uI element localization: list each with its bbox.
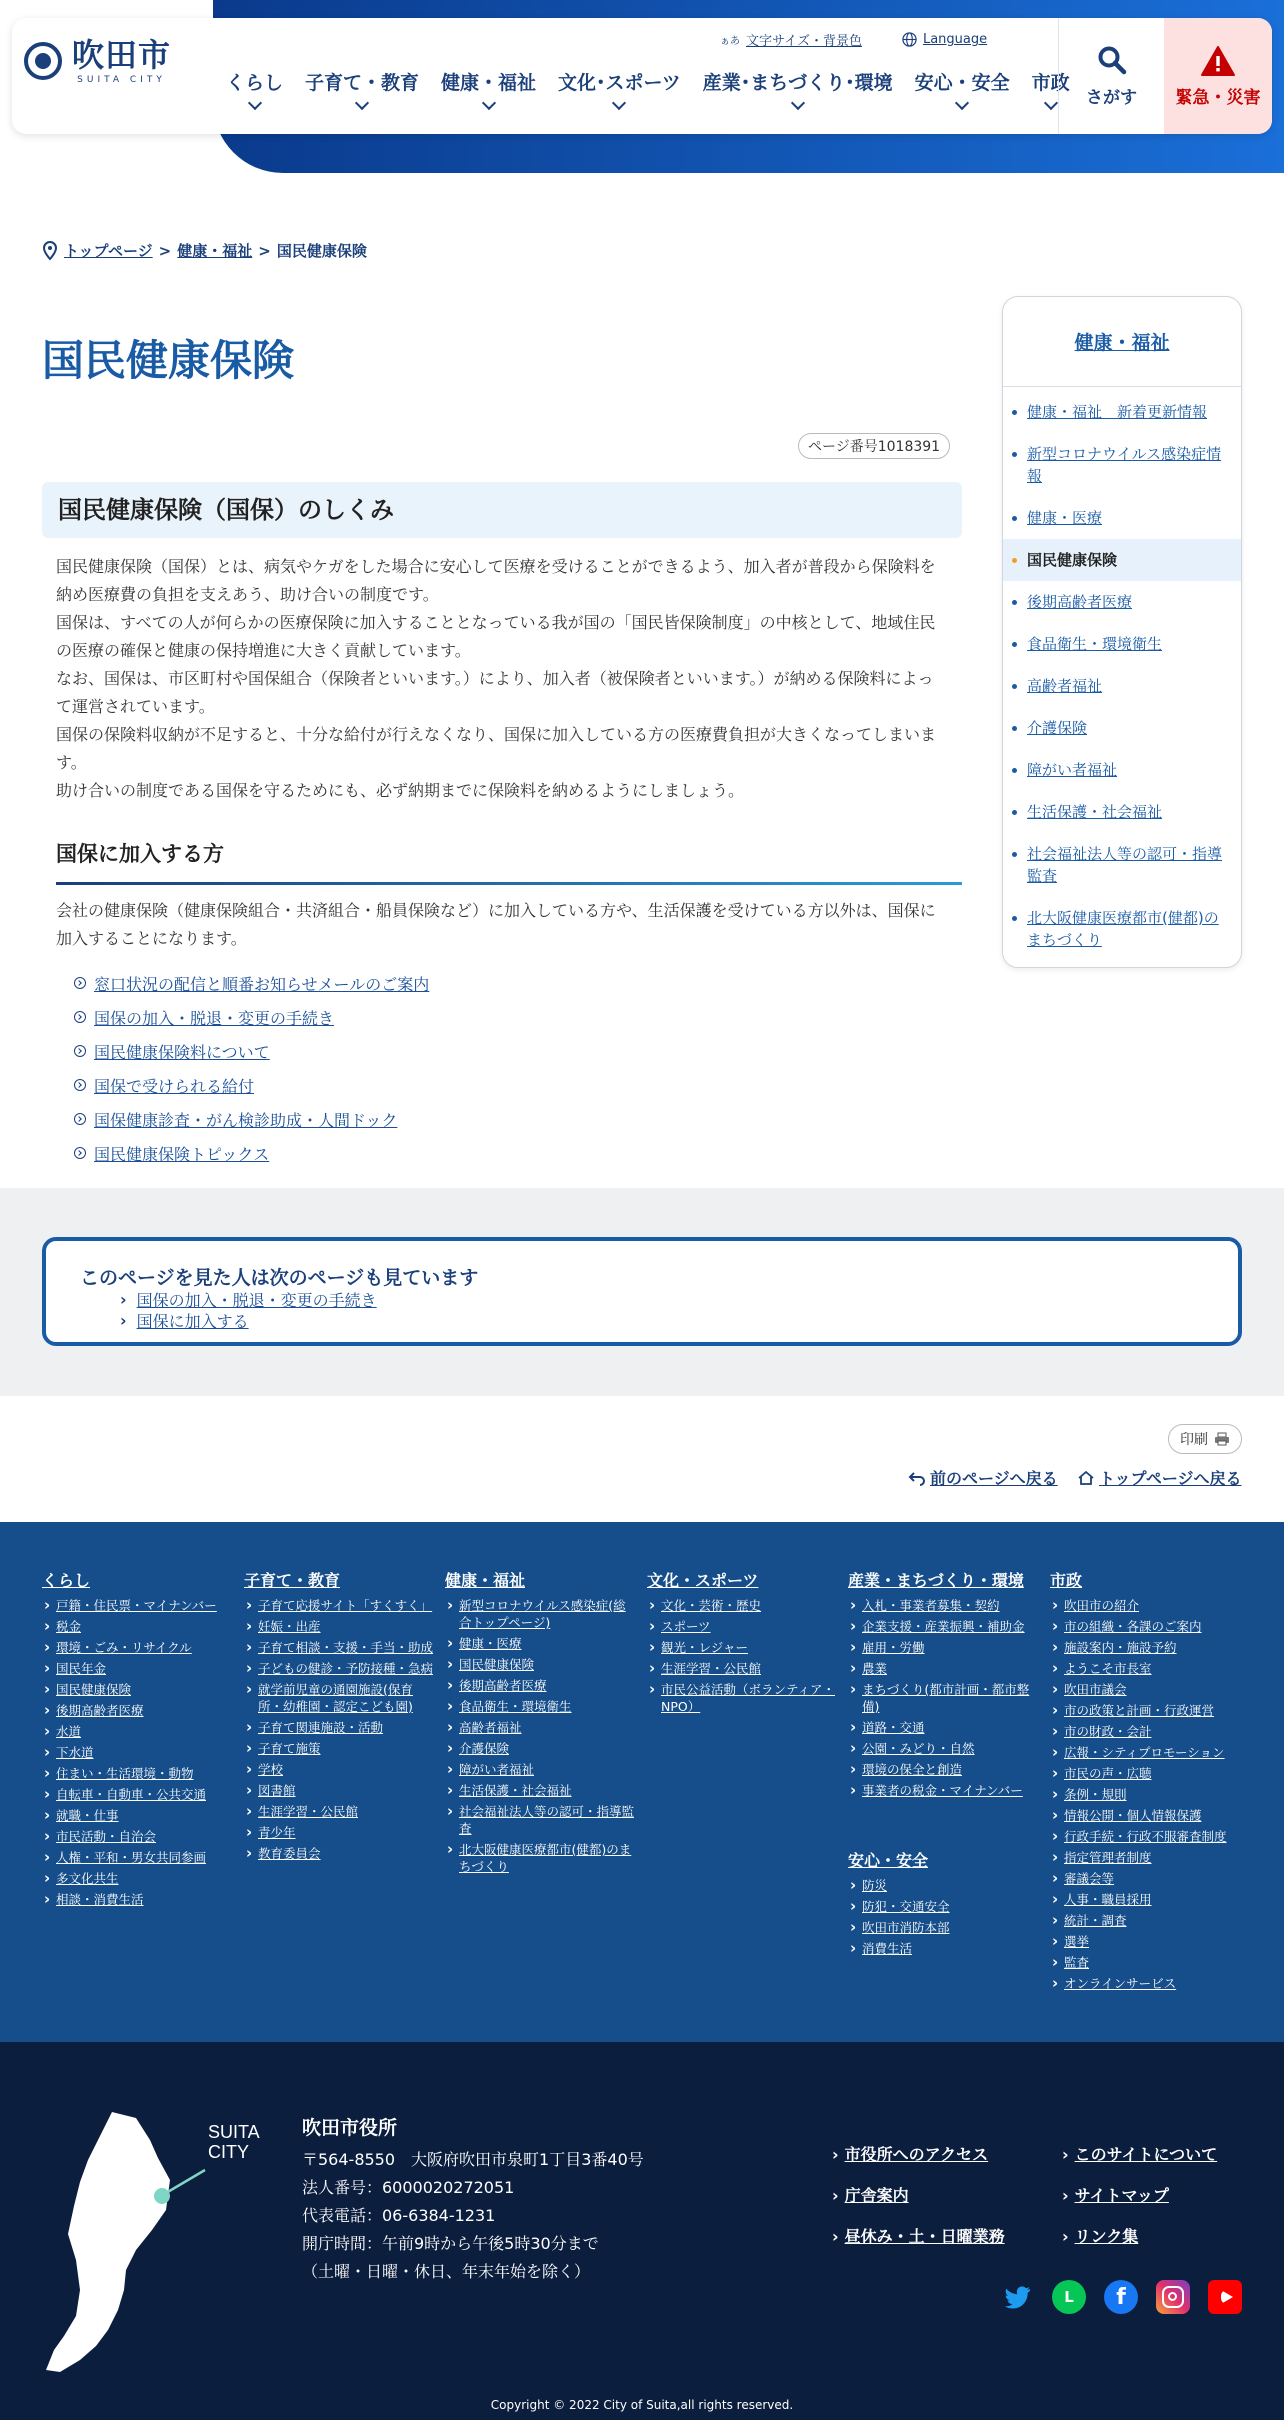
- circle-arrow-icon: [74, 1011, 86, 1023]
- link[interactable]: 国民健康保険料について: [94, 1042, 270, 1062]
- warning-icon: [1200, 45, 1236, 77]
- footer-link[interactable]: › 庁舎案内: [832, 2183, 1062, 2206]
- circle-arrow-icon: [74, 977, 86, 989]
- related-title: このページを見た人は次のページも見ています: [80, 1267, 479, 1289]
- side-nav: [1002, 296, 1242, 968]
- breadcrumb: トップページ > 健康・福祉 > 国民健康保険: [42, 240, 367, 261]
- footer-col-kurashi: くらし › 戸籍・住民票・マイナンバー › 税金 › 環境・ごみ・リサイクル › 国民年金 › 国民健康保険 › 後期高齢者医療 › 水道 › 下水道 › 住まい・生活環境・動物 › 自転車・自動車・公共交通 › 就職・仕事 › 市民活動・自治会 › 人権・平和・男女共同参画 › 多文化共生 › 相談・消費生活: [42, 1568, 232, 1912]
- link[interactable]: 窓口状況の配信と順番お知らせメールのご案内: [94, 974, 430, 994]
- side-nav-item[interactable]: 健康・医療: [1003, 497, 1241, 539]
- circle-arrow-icon: [74, 1147, 86, 1159]
- list-item: [74, 1068, 429, 1102]
- nav-kurashi[interactable]: くらし: [215, 68, 294, 116]
- language-button[interactable]: Language: [902, 32, 987, 47]
- copyright: Copyright © 2022 City of Suita,all rights reserved.: [490, 2398, 794, 2412]
- side-nav-item[interactable]: 介護保険: [1003, 707, 1241, 749]
- map-label-suita: SUITA: [208, 2122, 260, 2142]
- nav-anshin[interactable]: 安心・安全: [904, 68, 1021, 116]
- footer-link[interactable]: › このサイトについて: [1062, 2142, 1262, 2165]
- list-item: [120, 1289, 377, 1310]
- emergency-button[interactable]: 緊急・災害: [1164, 18, 1272, 134]
- chevron-down-icon: [791, 96, 805, 110]
- city-hall-info: 吹田市役所 〒564-8550 大阪府吹田市泉町1丁目3番40号 法人番号：6000020272051 代表電話：06-6384-1231 開庁時間：午前9時から午後5時30分まで （土曜・日曜・休日、年末年始を除く）: [302, 2117, 644, 2281]
- nav-kosodate[interactable]: 子育て・教育: [294, 68, 430, 116]
- link[interactable]: 国保健康診査・がん検診助成・人間ドック: [94, 1110, 398, 1130]
- twitter-icon[interactable]: [1000, 2280, 1034, 2314]
- related-links-list: [74, 966, 429, 1170]
- site-logo[interactable]: [24, 30, 204, 92]
- logo-name: 吹田市: [72, 36, 172, 74]
- side-nav-item[interactable]: 新型コロナウイルス感染症情報: [1003, 433, 1241, 497]
- footer: [0, 2042, 1284, 2420]
- page-title: 国民健康保険: [42, 336, 295, 385]
- search-icon: [1097, 45, 1127, 75]
- chevron-down-icon: [612, 96, 626, 110]
- osaka-map-icon: [40, 2110, 260, 2380]
- list-item: [120, 1310, 377, 1331]
- side-nav-item[interactable]: 食品衛生・環境衛生: [1003, 623, 1241, 665]
- logo-name-en: SUITA CITY: [77, 75, 166, 85]
- global-nav: [215, 68, 1081, 116]
- footer-links: [832, 2142, 1262, 2247]
- list-item: [74, 1000, 429, 1034]
- footer-col-shisei: 市政 › 吹田市の紹介 › 市の組織・各課のご案内 › 施設案内・施設予約 › ようこそ市長室 › 吹田市議会 › 市の政策と計画・行政運営 › 市の財政・会計 › 広報・シティプロモーション › 市民の声・広聴 › 条例・規則 › 情報公開・個人情報保護 › 行政手続・行政不服審査制度 › 指定管理者制度 › 審議会等 › 人事・職員採用 › 統計・調査 › 選挙 › 監査 › オンラインサービス: [1050, 1568, 1240, 1996]
- circle-arrow-icon: [74, 1045, 86, 1057]
- chevron-down-icon: [247, 96, 261, 110]
- list-item: [74, 1136, 429, 1170]
- social-links: [1000, 2280, 1242, 2314]
- nav-shisei[interactable]: 市政: [1021, 68, 1081, 116]
- line-icon[interactable]: L: [1052, 2280, 1086, 2314]
- intro-text: 国民健康保険（国保）とは、病気やケガをした場合に安心して医療を受けることができるよう、加入者が普段から保険料を納め医療費の負担を支えあう、助け合いの制度です。 国保は、すべての人が何らかの医療保険に加入することとなっている我が国の「国民皆保険制度」の中核として、地域住民の医療の確保と健康の保持増進に大きく貢献しています。 なお、国保は、市区町村や国保組合（保険者といいます。）により、加入者（被保険者といいます。）が納める保険料によって運営されています。 国保の保険料収納が不足すると、十分な給付が行えなくなり、国保に加入している方の医療費負担が大きくなってしまいます。 助け合いの制度である国保を守るためにも、必ず納期までに保険料を納めるようにしましょう。: [56, 557, 937, 800]
- footer-col-anshin: 安心・安全 › 防災 › 防犯・交通安全 › 吹田市消防本部 › 消費生活: [848, 1848, 1038, 1961]
- footer-link[interactable]: › 昼休み・土・日曜業務: [832, 2224, 1062, 2247]
- footer-link[interactable]: › リンク集: [1062, 2224, 1262, 2247]
- nav-kenko[interactable]: 健康・福祉: [430, 68, 547, 116]
- chevron-down-icon: [355, 96, 369, 110]
- list-item: [74, 1102, 429, 1136]
- return-arrow-icon: [908, 1471, 926, 1485]
- footer-link[interactable]: › 市役所へのアクセス: [832, 2142, 1062, 2165]
- map-label-city: CITY: [208, 2142, 250, 2162]
- side-nav-item[interactable]: 障がい者福祉: [1003, 749, 1241, 791]
- link[interactable]: 国保で受けられる給付: [94, 1076, 255, 1096]
- circle-arrow-icon: [74, 1113, 86, 1125]
- footer-col-sangyo: 産業・まちづくり・環境 › 入札・事業者募集・契約 › 企業支援・産業振興・補助金 › 雇用・労働 › 農業 › まちづくり(都市計画・都市整備) › 道路・交通 › 公園・みどり・自然 › 環境の保全と創造 › 事業者の税金・マイナンバー: [848, 1568, 1038, 1803]
- facebook-icon[interactable]: f: [1104, 2280, 1138, 2314]
- footer-col-bunka: 文化・スポーツ › 文化・芸術・歴史 › スポーツ › 観光・レジャー › 生涯学習・公民館 › 市民公益活動（ボランティア・NPO）: [647, 1568, 837, 1719]
- printer-icon: [1214, 1432, 1230, 1446]
- header-utilities: [720, 30, 987, 49]
- city-emblem-icon: [24, 42, 62, 80]
- link[interactable]: 国保の加入・脱退・変更の手続き: [94, 1008, 335, 1028]
- side-nav-item[interactable]: 後期高齢者医療: [1003, 581, 1241, 623]
- subsection-heading: 国保に加入する方: [56, 838, 962, 885]
- home-icon: [1077, 1470, 1095, 1486]
- back-top-link[interactable]: トップページへ戻る: [1077, 1466, 1242, 1489]
- footer-nav: [0, 1522, 1284, 2042]
- chevron-down-icon: [955, 96, 969, 110]
- location-pin-icon: [42, 241, 58, 261]
- print-button[interactable]: 印刷: [1168, 1424, 1242, 1454]
- footer-col-kosodate: 子育て・教育 › 子育て応援サイト「すくすく」 › 妊娠・出産 › 子育て相談・支援・手当・助成 › 子どもの健診・予防接種・急病 › 就学前児童の通園施設(保育所・幼稚園・認定こども園) › 子育て関連施設・活動 › 子育て施策 › 学校 › 図書館 › 生涯学習・公民館 › 青少年 › 教育委員会: [244, 1568, 434, 1866]
- nav-bunka[interactable]: 文化･スポーツ: [547, 68, 692, 116]
- search-button[interactable]: さがす: [1058, 18, 1164, 134]
- map-label-osaka: OSAKA: [132, 2294, 195, 2314]
- nav-sangyo[interactable]: 産業･まちづくり･環境: [692, 68, 904, 116]
- side-nav-item[interactable]: 健康・福祉 新着更新情報: [1003, 391, 1241, 433]
- footer-col-kenko: 健康・福祉 › 新型コロナウイルス感染症(総合トップページ) › 健康・医療 › 国民健康保険 › 後期高齢者医療 › 食品衛生・環境衛生 › 高齢者福祉 › 介護保険 › 障がい者福祉 › 生活保護・社会福祉 › 社会福祉法人等の認可・指導監査 › 北大阪健康医療都市(健都)のまちづくり: [445, 1568, 635, 1879]
- breadcrumb-current: 国民健康保険: [276, 242, 367, 260]
- list-item: [74, 1034, 429, 1068]
- font-size-button[interactable]: ぁあ 文字サイズ・背景色: [720, 34, 862, 49]
- related-box: [42, 1237, 1242, 1346]
- back-prev-link[interactable]: 前のページへ戻る: [908, 1466, 1058, 1489]
- related-link[interactable]: › 国保に加入する: [136, 1312, 249, 1331]
- side-nav-item[interactable]: 高齢者福祉: [1003, 665, 1241, 707]
- side-nav-item[interactable]: 社会福祉法人等の認可・指導監査: [1003, 833, 1241, 897]
- breadcrumb-top[interactable]: トップページ: [64, 242, 153, 260]
- list-item: [74, 966, 429, 1000]
- circle-arrow-icon: [74, 1079, 86, 1091]
- page-number-badge: ページ番号1018391: [798, 433, 950, 459]
- chevron-down-icon: [481, 96, 495, 110]
- section-heading: 国民健康保険（国保）のしくみ: [42, 482, 962, 538]
- footer-link[interactable]: › サイトマップ: [1062, 2183, 1262, 2206]
- side-nav-item-current: 国民健康保険: [1003, 539, 1241, 581]
- side-nav-item[interactable]: 北大阪健康医療都市(健都)のまちづくり: [1003, 897, 1241, 961]
- subsection-text: 会社の健康保険（健康保険組合・共済組合・船員保険など）に加入している方や、生活保護を受けている方以外は、国保に加入することになります。: [56, 901, 936, 948]
- side-nav-item[interactable]: 生活保護・社会福祉: [1003, 791, 1241, 833]
- related-link[interactable]: › 国保の加入・脱退・変更の手続き: [136, 1291, 377, 1310]
- instagram-icon[interactable]: [1156, 2280, 1190, 2314]
- breadcrumb-category[interactable]: 健康・福祉: [177, 242, 253, 260]
- youtube-icon[interactable]: [1208, 2280, 1242, 2314]
- chevron-down-icon: [1044, 96, 1058, 110]
- globe-icon: [902, 32, 917, 47]
- link[interactable]: 国民健康保険トピックス: [94, 1144, 270, 1164]
- side-nav-title[interactable]: 健康・福祉: [1003, 297, 1241, 387]
